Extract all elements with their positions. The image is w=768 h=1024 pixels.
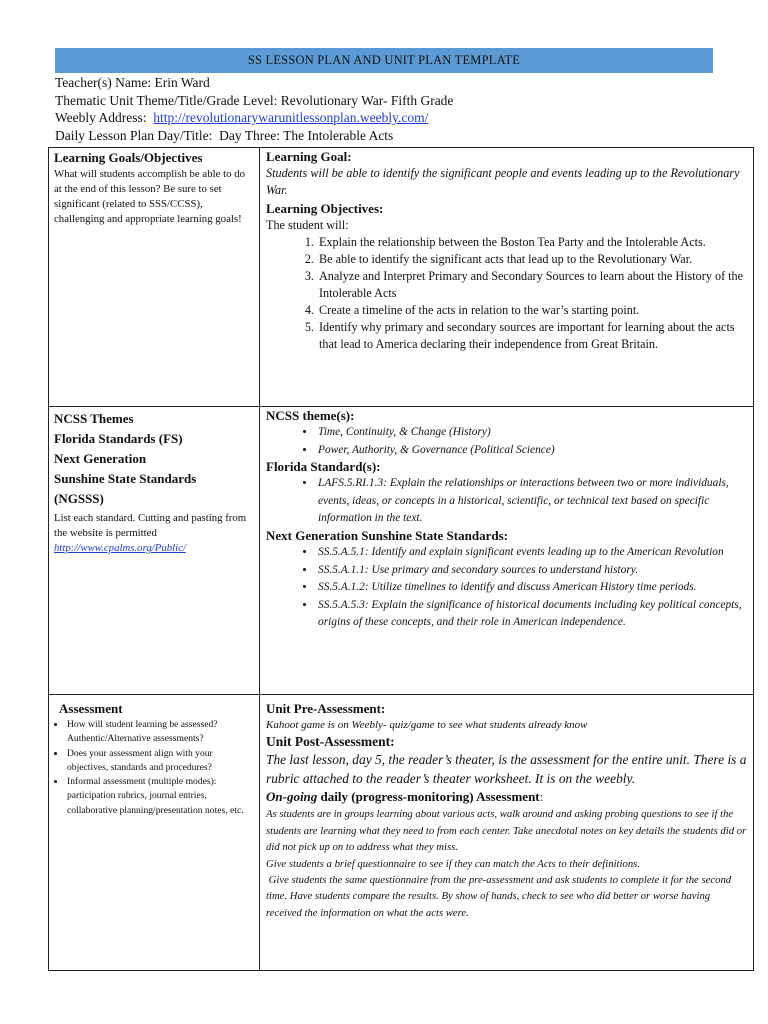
theme-value: Revolutionary War- Fifth Grade xyxy=(280,92,454,108)
fs-list xyxy=(266,475,747,528)
ongoing-text-1: As students are in groups learning about various acts, walk around and asking probing questions to see if the students are learning what they need to from each center. Take anecdotal notes on key details the students did or did not pick up on to address what they miss. xyxy=(266,808,747,854)
ncss-themes-label: NCSS Themes xyxy=(54,411,134,426)
ngsss-item: • SS.5.A.5.3: Explain the significance of historical documents including key political concepts, origins of these concepts, and their role in American independence. xyxy=(316,597,747,632)
ongoing-heading xyxy=(266,788,747,806)
ngsss-heading: Next Generation Sunshine State Standards: xyxy=(266,527,508,543)
ngsss-item: • SS.5.A.1.2: Utilize timelines to identify and discuss American History time periods. xyxy=(316,579,747,597)
template-title-banner: SS LESSON PLAN AND UNIT PLAN TEMPLATE xyxy=(55,48,713,73)
fs-item: • LAFS.5.RI.1.3: Explain the relationships or interactions between two or more individuals, events, ideas, or concepts in a historical, scientific, or technical text based on specific information in the text. xyxy=(316,475,747,528)
ngsss-list xyxy=(266,544,747,632)
weebly-link[interactable]: http://revolutionarywarunitlessonplan.weebly.com/ xyxy=(153,110,429,126)
theme-row xyxy=(55,92,745,110)
standards-right-cell xyxy=(260,407,754,695)
standards-row xyxy=(49,407,754,695)
goals-left-prompt: What will students accomplish be able to do at the end of this lesson? Be sure to set significant (related to SSS/CCSS), challenging and appropriate learning goals! xyxy=(54,168,246,225)
objective-item: 1. Explain the relationship between the Boston Tea Party and the Intolerable Acts. xyxy=(317,234,747,251)
pre-assessment-text: Kahoot game is on Weebly- quiz/game to see what students already know xyxy=(266,719,588,731)
daily-value: Day Three: The Intolerable Acts xyxy=(219,127,394,143)
assessment-left-cell xyxy=(49,695,260,971)
assessment-right-cell xyxy=(260,695,754,971)
goals-left-heading: Learning Goals/Objectives xyxy=(54,150,203,165)
ongoing-text-2: Give students a brief questionnaire to see if they can match the Acts to their definitions. xyxy=(266,857,640,870)
ncss-item: • Time, Continuity, & Change (History) xyxy=(316,424,747,442)
teacher-row xyxy=(55,74,745,92)
learning-goal-text: Students will be able to identify the significant people and events leading up to the Revolutionary War. xyxy=(266,166,740,197)
ongoing-colon: : xyxy=(539,789,544,805)
ongoing-text-3: Give students the same questionnaire from the pre-assessment and ask students to complete it for the second time. Have students compare the results. By show of hands, check to see who did better or worse having received the information on what the acts were. xyxy=(266,874,734,919)
standards-note: List each standard. Cutting and pasting from the website is permitted xyxy=(54,512,247,539)
post-assessment-text: The last lesson, day 5, the reader’s theater, is the assessment for the entire unit. There is a rubric attached to the reader’s theater worksheet. It is on the weebly. xyxy=(266,752,747,786)
objective-item: 3. Analyze and Interpret Primary and Secondary Sources to learn about the History of the Intolerable Acts xyxy=(317,268,747,302)
teacher-label: Teacher(s) Name: xyxy=(55,75,152,90)
ngsss-label: (NGSSS) xyxy=(54,491,104,506)
objective-item: 4. Create a timeline of the acts in relation to the war’s starting point. xyxy=(317,302,747,319)
assessment-left-heading: Assessment xyxy=(59,701,123,716)
objectives-intro: The student will: xyxy=(266,218,349,232)
post-assessment-heading: Unit Post-Assessment: xyxy=(266,734,395,749)
lesson-meta xyxy=(55,74,745,144)
ncss-item: • Power, Authority, & Governance (Political Science) xyxy=(316,442,747,460)
goals-left-cell xyxy=(49,148,260,407)
pre-assessment-heading: Unit Pre-Assessment: xyxy=(266,701,386,716)
florida-standards-label: Florida Standards (FS) xyxy=(54,431,183,446)
learning-goal-heading: Learning Goal: xyxy=(266,149,352,164)
standards-left-cell xyxy=(49,407,260,695)
sunshine-standards-label: Sunshine State Standards xyxy=(54,471,197,486)
cpalms-link[interactable]: http://www.cpalms.org/Public/ xyxy=(54,542,186,554)
teacher-name: Erin Ward xyxy=(154,75,210,90)
assessment-prompt: • How will student learning be assessed? Authentic/Alternative assessments? xyxy=(66,718,255,747)
florida-standards-heading: Florida Standard(s): xyxy=(266,459,381,475)
weebly-label: Weebly Address: xyxy=(55,110,147,126)
ongoing-heading-text: daily (progress-monitoring) Assessment xyxy=(317,789,540,805)
ncss-heading: NCSS theme(s): xyxy=(266,408,355,423)
lesson-plan-table xyxy=(48,147,754,971)
ngsss-item: • SS.5.A.5.1: Identify and explain significant events leading up to the American Revolution xyxy=(316,544,747,562)
ngsss-item: • SS.5.A.1.1: Use primary and secondary sources to understand history. xyxy=(316,562,747,580)
goals-row xyxy=(49,148,754,407)
next-generation-label: Next Generation xyxy=(54,451,147,466)
learning-objectives-heading: Learning Objectives: xyxy=(266,201,384,216)
objective-item: 2. Be able to identify the significant acts that lead up to the Revolutionary War. xyxy=(317,251,747,268)
objectives-list xyxy=(266,234,747,353)
assessment-prompt: • Informal assessment (multiple modes): participation rubrics, journal entries, collaborative planning/presentation notes, etc. xyxy=(66,775,255,818)
weebly-row xyxy=(55,109,745,127)
assessment-row xyxy=(49,695,754,971)
assessment-prompts xyxy=(54,718,255,818)
ncss-list xyxy=(266,424,747,459)
ongoing-emphasis: On-going xyxy=(266,789,318,805)
assessment-prompt: • Does your assessment align with your objectives, standards and procedures? xyxy=(66,747,255,776)
daily-label: Daily Lesson Plan Day/Title: xyxy=(55,127,213,143)
theme-label: Thematic Unit Theme/Title/Grade Level: xyxy=(55,92,278,108)
goals-right-cell xyxy=(260,148,754,407)
daily-row xyxy=(55,127,745,145)
objective-item: 5. Identify why primary and secondary sources are important for learning about the acts that lead to America declaring their independence from Great Britain. xyxy=(317,319,747,353)
